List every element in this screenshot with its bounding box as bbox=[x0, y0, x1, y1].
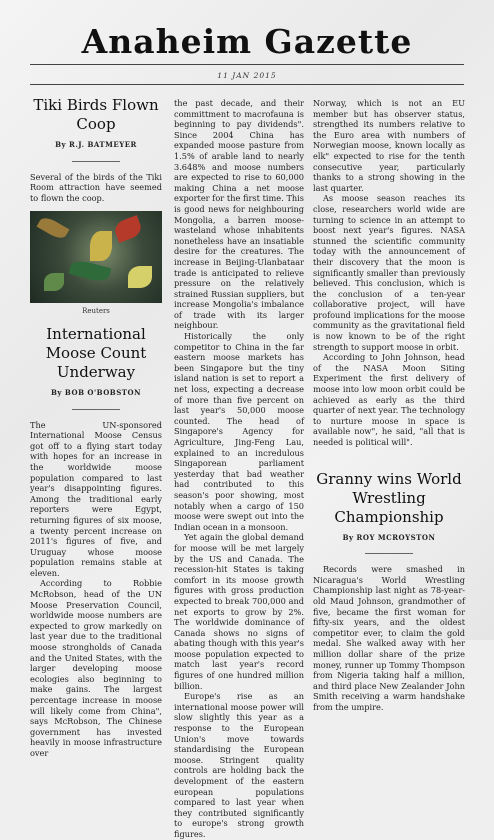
column-2 bbox=[174, 98, 304, 840]
article-body-tiki: Several of the birds of the Tiki Room attraction have seemed to flown the coop. bbox=[30, 171, 162, 203]
article-paragraph: As moose season reaches its close, researchers world wide are turning to science in an attempt to boost next year's figures. NASA stunned the scientific community today with the announcement of their discovery that the moon is significantly smaller than previously believed. This conclusion, which is the conclusion of a ten-year collaborative project, will have profound implications for the moose community as the gravitational field is now known to be of the right strength to support moose in orbit. bbox=[313, 193, 465, 352]
article-paragraph: Yet again the global demand for moose will be met largely by the US and Canada. The recession-hit States is taking comfort in its moose growth figures with gross production expected to break 700,000 and net exports to grow by 2%. The worldwide dominance of Canada shows no signs of abating though with this year's moose population expected to match last year's record figures of one hundred million billion. bbox=[174, 532, 304, 691]
article-byline-granny: By ROY MCROYSTON bbox=[342, 532, 436, 542]
photo-caption: Reuters bbox=[82, 307, 110, 316]
article-body-granny: Records were smashed in Nicaragua's World Wrestling Championship last night as 78-year-old Maud Johnson, grandmother of five, became the first woman for fifty-six years, and the oldest competitor ever, to claim the gold medal. She walked away with her million dollar share of the prize money, runner up Tommy Thompson from Nigeria taking half a million, and third place New Zealander John Smith receiving a warm handshake from the umpire. bbox=[313, 564, 465, 712]
issue-date: 11 JAN 2015 bbox=[217, 71, 277, 80]
article-byline-tiki: By R.J. BATMEYER bbox=[55, 140, 137, 149]
column-3 bbox=[313, 98, 465, 713]
masthead-rule-bottom bbox=[30, 84, 464, 85]
tiki-birds-photo bbox=[30, 211, 162, 303]
column-1 bbox=[30, 96, 162, 759]
article-paragraph: Europe's rise as an international moose power will slow slightly this year as a response to the European Union's move towards standardising the European moose. Stringent quality controls are holding back the development of the eastern european populations compared to last year when they contributed significantly to europe's strong growth figures. bbox=[174, 691, 304, 839]
article-paragraph: Historically the only competitor to China in the far eastern moose markets has been Singapore but the tiny island nation is set to report a net loss, expecting a decrease of more than five percent on last year's 50,000 moose counted. The head of Singapore's Agency for Agriculture, Jing-Feng Lau, explained to an incredulous Singaporean parliament yesterday that bad weather had contributed to this season's poor showing, most notably when a cargo of 150 moose were swept out into the Indian ocean in a monsoon. bbox=[174, 331, 304, 532]
article-headline-tiki: Tiki Birds Flown Coop bbox=[33, 96, 159, 133]
article-paragraph: According to John Johnson, head of the NASA Moon Siting Experiment the first delivery of moose into low moon orbit could be achieved as early as the third quarter of next year. The technology to nurture moose in space is available now", he said, "all that is needed is political will". bbox=[313, 352, 465, 447]
article-paragraph: the past decade, and their committment to macrofauna is beginning to pay dividends". Since 2004 China has expanded moose pasture from 1.5% of arable land to nearly 3.648% and moose numbers are expected to rise to 60,000 making China a net moose exporter for the first time. This is good news for neighbouring Mongolia, a barren moose-wasteland whose inhabitents nonetheless have an insatiable desire for the creatures. The increase in Beijing-Ulanbataar trade is anticipated to relieve pressure on the relatively strained Russian suppliers, but increase Mongolia's imbalance of trade with its larger neighbour. bbox=[174, 98, 304, 331]
article-headline-granny: Granny wins World Wrestling Championship bbox=[316, 469, 462, 526]
divider bbox=[72, 409, 120, 410]
article-headline-moose: International Moose Count Underway bbox=[45, 324, 147, 381]
divider bbox=[365, 553, 413, 554]
article-paragraph: The UN-sponsored International Moose Census got off to a flying start today with hopes for an increase in the worldwide moose population compared to last year's disappointing figures. Among the traditional early reporters were Egypt, returning figures of six moose, a twenty percent increase on 2011's figures of five, and Uruguay whose moose population remains stable at eleven. bbox=[30, 419, 162, 578]
masthead-title: Anaheim Gazette bbox=[81, 22, 413, 61]
masthead-rule-top bbox=[30, 64, 464, 65]
article-byline-moose: By BOB O'BOBSTON bbox=[51, 387, 141, 397]
article-paragraph: Norway, which is not an EU member but has observer status, strengthed its numbers relative to the Euro area with numbers of Norwegian moose, known locally as elk" expected to rise for the tenth consecutive year, particularly thanks to a strong showing in the last quarter. bbox=[313, 98, 465, 193]
article-paragraph: According to Robbie McRobson, head of the UN Moose Preservation Council, worldwide moose numbers are expected to grow markedly on last year due to the traditional moose strongholds of Canada and the United States, with the larger developing moose ecologies also beginning to make gains. The largest percentage increase in moose will likely come from China", says McRobson, The Chinese government has invested heavily in moose infrastructure over bbox=[30, 578, 162, 758]
divider bbox=[72, 161, 120, 162]
